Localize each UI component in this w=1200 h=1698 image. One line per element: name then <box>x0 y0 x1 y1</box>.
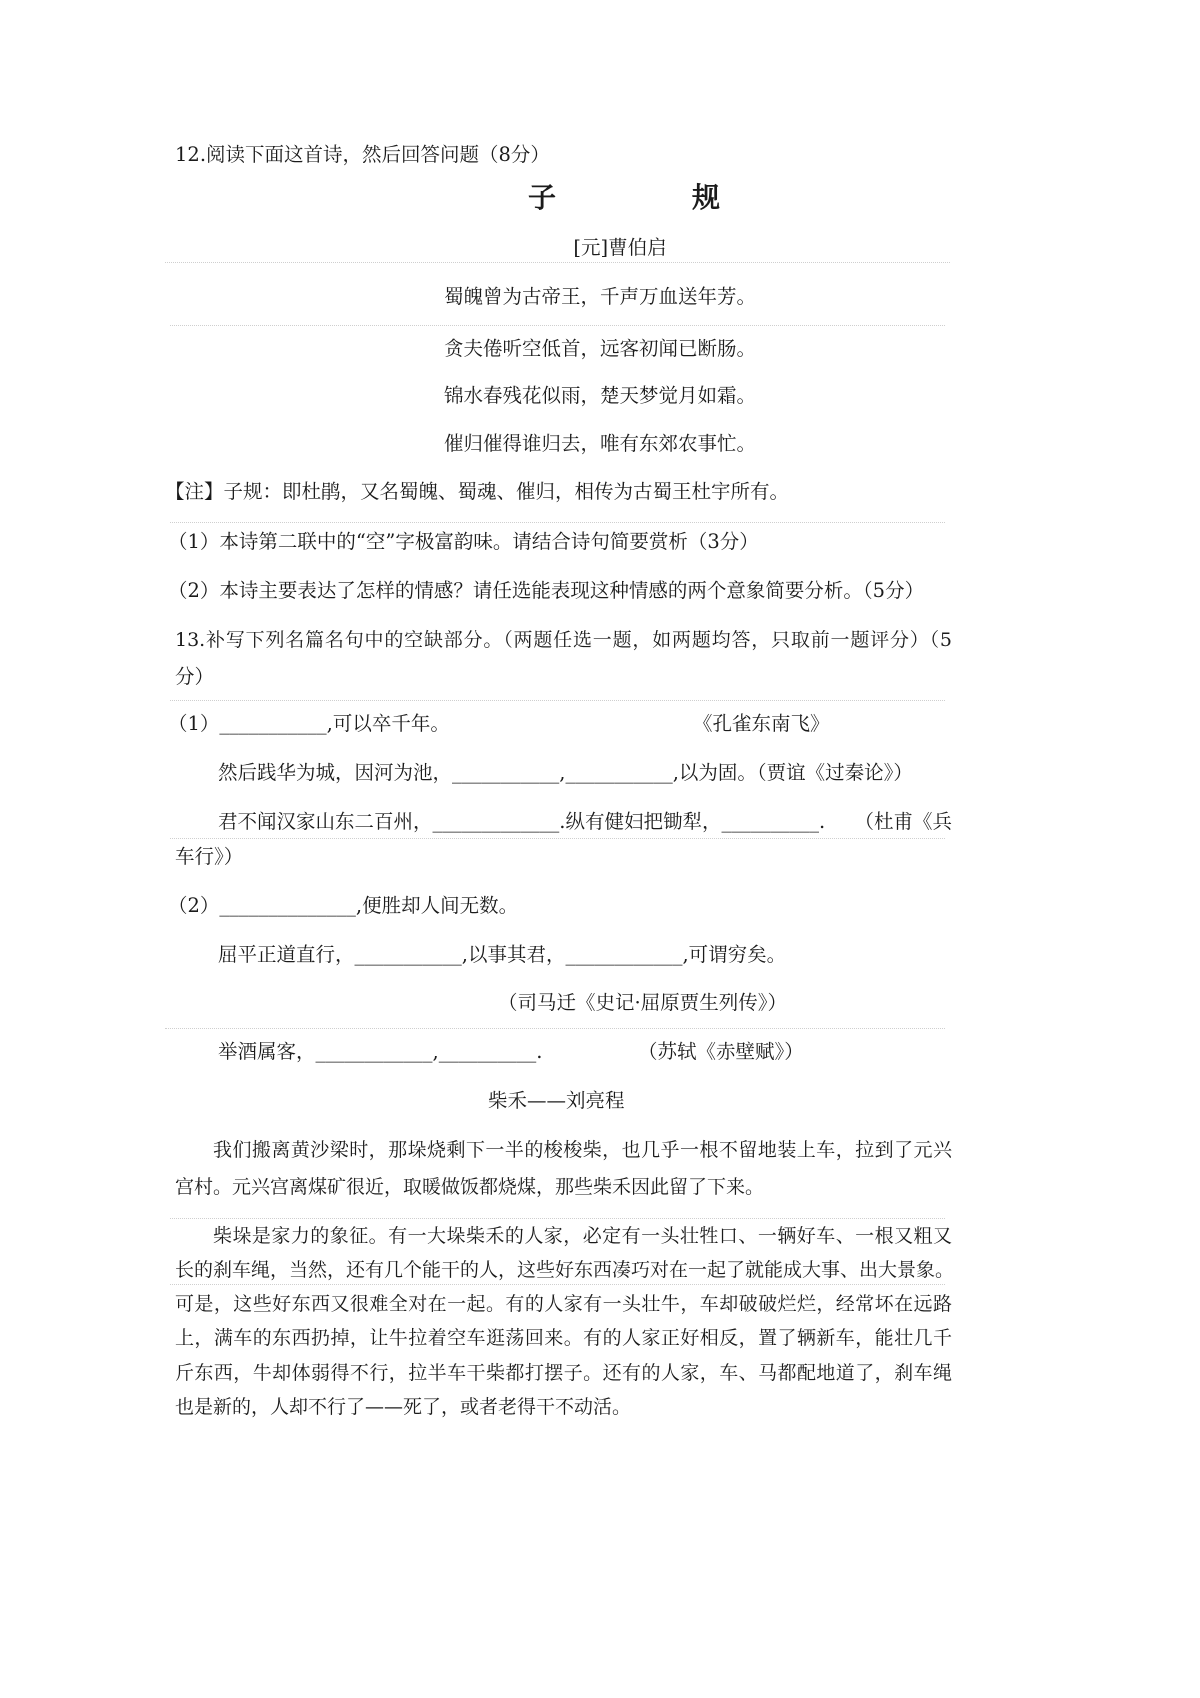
fill-blank-line: （1）___________,可以卒千年。 <box>168 712 450 735</box>
poem-line: 贪夫倦听空低首，远客初闻已断肠。 <box>443 337 756 360</box>
poem-author: [元]曹伯启 <box>573 236 667 259</box>
question-12-part-1: （1）本诗第二联中的“空”字极富韵味。请结合诗句简要赏析（3分） <box>168 530 759 553</box>
question-13-heading-cont: 分） <box>175 665 215 688</box>
fill-blank-line: 屈平正道直行，___________,以事其君，____________,可谓穷矣。 <box>218 943 787 966</box>
question-12-heading: 12.阅读下面这首诗，然后回答问题（8分） <box>175 143 550 166</box>
essay-paragraph-line: 斤东西，牛却体弱得不行，拉半车干柴都打摆子。还有的人家，车、马都配地道了，刹车绳 <box>175 1362 952 1384</box>
fill-blank-line: 然后践华为城，因河为池，___________,___________,以为固。（贾谊《过秦论》） <box>218 761 913 784</box>
dotted-rule <box>170 838 945 839</box>
fill-blank-line <box>218 808 952 836</box>
essay-paragraph-line: 柴垛是家力的象征。有一大垛柴禾的人家，必定有一头壮牲口、一辆好车、一根又粗又 <box>213 1225 952 1247</box>
dotted-rule <box>170 1218 945 1219</box>
poem-line: 蜀魄曾为古帝王，千声万血送年芳。 <box>443 285 756 308</box>
fill-blank-source: （杜甫《兵 <box>854 810 952 833</box>
essay-title: 柴禾——刘亮程 <box>488 1089 625 1112</box>
dotted-rule <box>165 1028 945 1029</box>
poem-line: 锦水春残花似雨，楚天梦觉月如霜。 <box>443 384 756 407</box>
dotted-rule <box>170 325 945 326</box>
essay-paragraph-line: 上，满车的东西扔掉，让牛拉着空车逛荡回来。有的人家正好相反，置了辆新车，能壮几千 <box>175 1327 952 1349</box>
dotted-rule <box>170 700 945 701</box>
fill-blank-line: （2）______________,便胜却人间无数。 <box>168 894 519 917</box>
essay-paragraph-line: 我们搬离黄沙梁时，那垛烧剩下一半的梭梭柴，也几乎一根不留地装上车，拉到了元兴 <box>213 1139 952 1161</box>
poem-line: 催归催得谁归去，唯有东郊农事忙。 <box>443 432 756 455</box>
poem-title-char: 子 <box>528 181 557 214</box>
fill-blank-source: （苏轼《赤壁赋》） <box>638 1040 804 1063</box>
poem-note: 【注】子规：即杜鹃，又名蜀魄、蜀魂、催归，相传为古蜀王杜宇所有。 <box>165 480 790 503</box>
essay-paragraph-line: 长的刹车绳，当然，还有几个能干的人，这些好东西凑巧对在一起了就能成大事、出大景象。 <box>175 1259 955 1281</box>
fill-blank-source-cont: 车行》） <box>175 845 244 868</box>
dotted-rule <box>170 1284 945 1285</box>
fill-blank-text: 君不闻汉家山东二百州，_____________.纵有健妇把锄犁，__________. <box>218 810 826 833</box>
question-12-part-2: （2）本诗主要表达了怎样的情感？请任选能表现这种情感的两个意象简要分析。（5分） <box>168 579 925 602</box>
question-13-heading: 13.补写下列名篇名句中的空缺部分。（两题任选一题，如两题均答，只取前一题评分）（5 <box>175 629 952 651</box>
fill-blank-line: 举酒属客，____________,__________. <box>218 1040 543 1063</box>
essay-paragraph-line: 可是，这些好东西又很难全对在一起。有的人家有一头壮牛，车却破破烂烂，经常坏在远路 <box>175 1293 952 1315</box>
dotted-rule <box>165 262 950 263</box>
poem-title-char: 规 <box>692 181 721 214</box>
essay-paragraph-line: 宫村。元兴宫离煤矿很近，取暖做饭都烧煤，那些柴禾因此留了下来。 <box>175 1176 765 1198</box>
dotted-rule <box>170 522 945 523</box>
fill-blank-source: （司马迁《史记·屈原贾生列传》） <box>498 991 787 1014</box>
poem-title <box>0 181 1200 215</box>
essay-paragraph-line: 也是新的，人却不行了——死了，或者老得干不动活。 <box>175 1396 632 1418</box>
fill-blank-source: 《孔雀东南飞》 <box>693 712 830 735</box>
